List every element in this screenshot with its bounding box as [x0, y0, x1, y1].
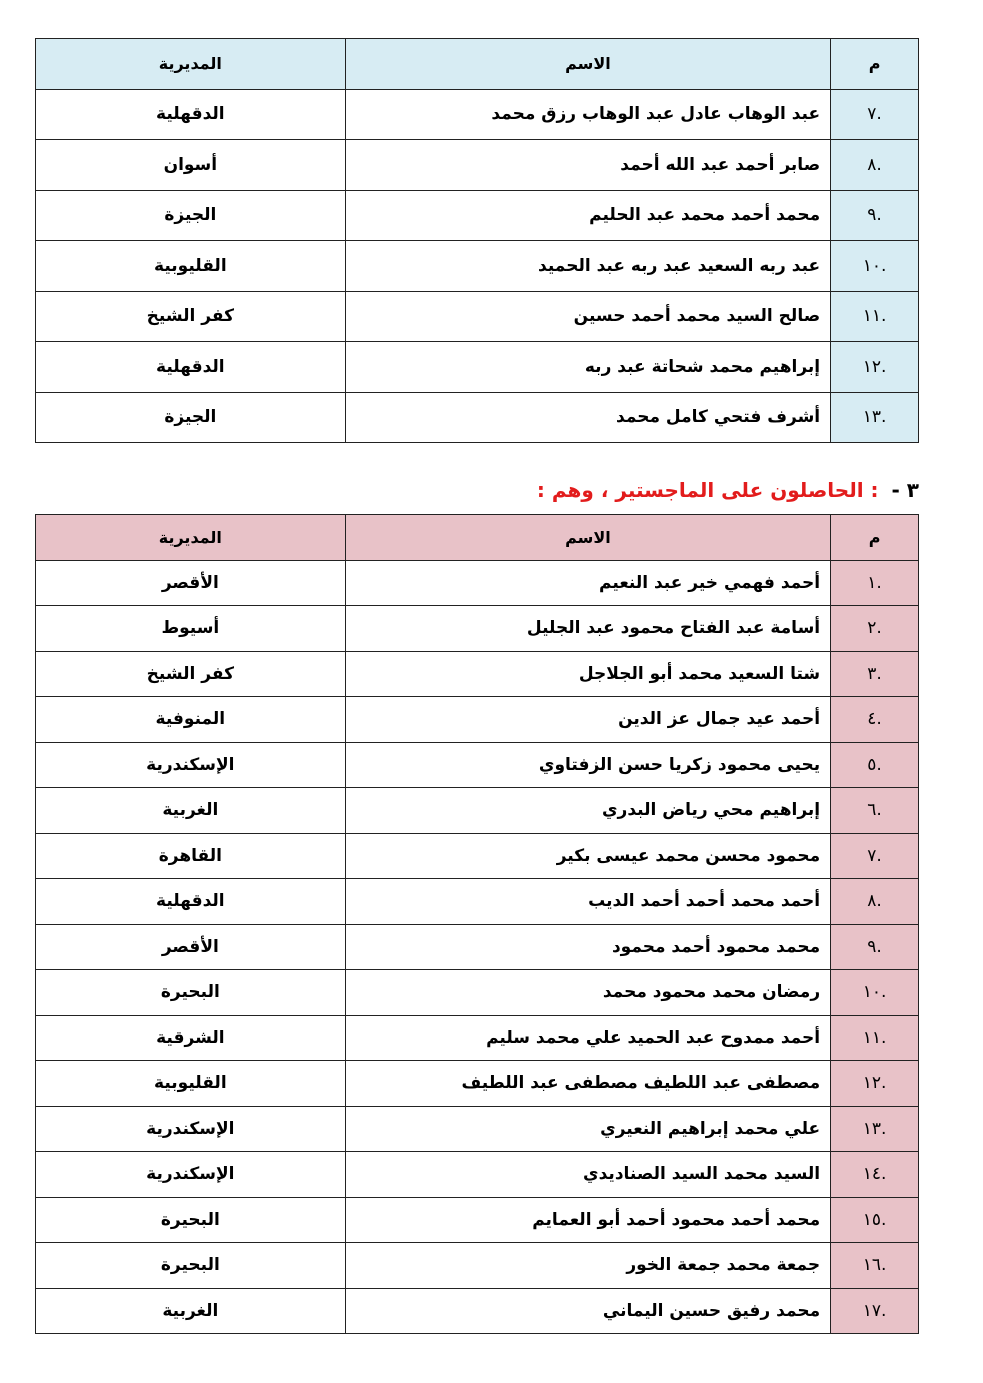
- row-number: .٨: [831, 140, 919, 191]
- table-row: [36, 89, 919, 140]
- table-row: [36, 241, 919, 292]
- row-number: .٣: [831, 651, 919, 697]
- row-directorate: الغربية: [36, 788, 346, 834]
- table-row: [36, 1061, 919, 1107]
- row-name: محمد أحمد محمود أحمد أبو العمايم: [345, 1197, 830, 1243]
- row-number: .١٢: [831, 342, 919, 393]
- row-directorate: الأقصر: [36, 924, 346, 970]
- row-name: صابر أحمد عبد الله أحمد: [345, 140, 830, 191]
- row-number: .١٣: [831, 1106, 919, 1152]
- row-directorate: أسيوط: [36, 606, 346, 652]
- row-directorate: المنوفية: [36, 697, 346, 743]
- header-num: م: [831, 515, 919, 561]
- row-directorate: الدقهلية: [36, 89, 346, 140]
- row-directorate: الشرقية: [36, 1015, 346, 1061]
- row-number: .٩: [831, 190, 919, 241]
- header-name: الاسم: [345, 39, 830, 90]
- row-directorate: البحيرة: [36, 1197, 346, 1243]
- row-number: .٧: [831, 89, 919, 140]
- row-number: .١٥: [831, 1197, 919, 1243]
- row-name: مصطفى عبد اللطيف مصطفى عبد اللطيف: [345, 1061, 830, 1107]
- row-number: .٤: [831, 697, 919, 743]
- row-directorate: القاهرة: [36, 833, 346, 879]
- table-row: [36, 342, 919, 393]
- row-name: رمضان محمد محمود محمد: [345, 970, 830, 1016]
- row-name: السيد محمد السيد الصناديدي: [345, 1152, 830, 1198]
- table-row: [36, 1197, 919, 1243]
- row-number: .١١: [831, 1015, 919, 1061]
- table-row: [36, 140, 919, 191]
- row-number: .١٦: [831, 1243, 919, 1289]
- row-directorate: البحيرة: [36, 970, 346, 1016]
- row-name: عبد ربه السعيد عبد ربه عبد الحميد: [345, 241, 830, 292]
- row-number: .٥: [831, 742, 919, 788]
- row-number: .٨: [831, 879, 919, 925]
- table-row: [36, 1152, 919, 1198]
- row-name: أحمد فهمي خير عبد النعيم: [345, 560, 830, 606]
- row-directorate: القليوبية: [36, 241, 346, 292]
- row-name: أشرف فتحي كامل محمد: [345, 392, 830, 443]
- row-number: .١١: [831, 291, 919, 342]
- row-name: يحيى محمود زكريا حسن الزفتاوي: [345, 742, 830, 788]
- table-row: [36, 833, 919, 879]
- table-row: [36, 560, 919, 606]
- row-name: أحمد عيد جمال عز الدين: [345, 697, 830, 743]
- row-directorate: الدقهلية: [36, 879, 346, 925]
- row-directorate: الأقصر: [36, 560, 346, 606]
- row-name: محمود محسن محمد عيسى بكير: [345, 833, 830, 879]
- row-name: إبراهيم محي رياض البدري: [345, 788, 830, 834]
- row-name: محمد رفيق حسين اليماني: [345, 1288, 830, 1334]
- table-row: [36, 924, 919, 970]
- row-name: شتا السعيد محمد أبو الجلاجل: [345, 651, 830, 697]
- section-3-heading: [537, 478, 919, 502]
- row-number: .١٢: [831, 1061, 919, 1107]
- table-row: [36, 1243, 919, 1289]
- table-row: [36, 742, 919, 788]
- header-directorate: المديرية: [36, 515, 346, 561]
- row-name: أحمد ممدوح عبد الحميد علي محمد سليم: [345, 1015, 830, 1061]
- row-directorate: الجيزة: [36, 392, 346, 443]
- section-suffix: ، وهم :: [536, 478, 609, 502]
- directorates-table-1: [35, 38, 919, 443]
- row-name: أحمد محمد أحمد أحمد الديب: [345, 879, 830, 925]
- table-row: [36, 879, 919, 925]
- row-number: .٩: [831, 924, 919, 970]
- table-row: [36, 291, 919, 342]
- row-directorate: كفر الشيخ: [36, 291, 346, 342]
- table-row: [36, 606, 919, 652]
- row-number: .١٣: [831, 392, 919, 443]
- row-directorate: الجيزة: [36, 190, 346, 241]
- table-row: [36, 1106, 919, 1152]
- section-title: : الحاصلون على الماجستير: [615, 478, 879, 502]
- row-directorate: الدقهلية: [36, 342, 346, 393]
- masters-holders-table: [35, 514, 919, 1334]
- row-directorate: الغربية: [36, 1288, 346, 1334]
- row-name: محمد محمود أحمد محمود: [345, 924, 830, 970]
- header-directorate: المديرية: [36, 39, 346, 90]
- row-number: .٢: [831, 606, 919, 652]
- row-name: أسامة عبد الفتاح محمود عبد الجليل: [345, 606, 830, 652]
- row-number: .١٤: [831, 1152, 919, 1198]
- row-name: علي محمد إبراهيم النعيري: [345, 1106, 830, 1152]
- row-number: .٦: [831, 788, 919, 834]
- row-directorate: أسوان: [36, 140, 346, 191]
- table-row: [36, 697, 919, 743]
- row-directorate: الإسكندرية: [36, 1106, 346, 1152]
- row-number: .١: [831, 560, 919, 606]
- header-num: م: [831, 39, 919, 90]
- table-header-row: [36, 515, 919, 561]
- row-name: صالح السيد محمد أحمد حسين: [345, 291, 830, 342]
- table-row: [36, 1015, 919, 1061]
- row-number: .١٠: [831, 241, 919, 292]
- row-directorate: الإسكندرية: [36, 742, 346, 788]
- table-header-row: [36, 39, 919, 90]
- row-number: .١٠: [831, 970, 919, 1016]
- row-name: جمعة محمد جمعة الخور: [345, 1243, 830, 1289]
- row-name: محمد أحمد محمد عبد الحليم: [345, 190, 830, 241]
- header-name: الاسم: [345, 515, 830, 561]
- table-row: [36, 788, 919, 834]
- row-directorate: القليوبية: [36, 1061, 346, 1107]
- section-number: ٣ -: [891, 478, 919, 502]
- row-number: .٧: [831, 833, 919, 879]
- row-number: .١٧: [831, 1288, 919, 1334]
- row-name: إبراهيم محمد شحاتة عبد ربه: [345, 342, 830, 393]
- table-row: [36, 190, 919, 241]
- row-name: عبد الوهاب عادل عبد الوهاب رزق محمد: [345, 89, 830, 140]
- table-row: [36, 970, 919, 1016]
- row-directorate: كفر الشيخ: [36, 651, 346, 697]
- table-row: [36, 651, 919, 697]
- table-row: [36, 1288, 919, 1334]
- row-directorate: الإسكندرية: [36, 1152, 346, 1198]
- row-directorate: البحيرة: [36, 1243, 346, 1289]
- table-row: [36, 392, 919, 443]
